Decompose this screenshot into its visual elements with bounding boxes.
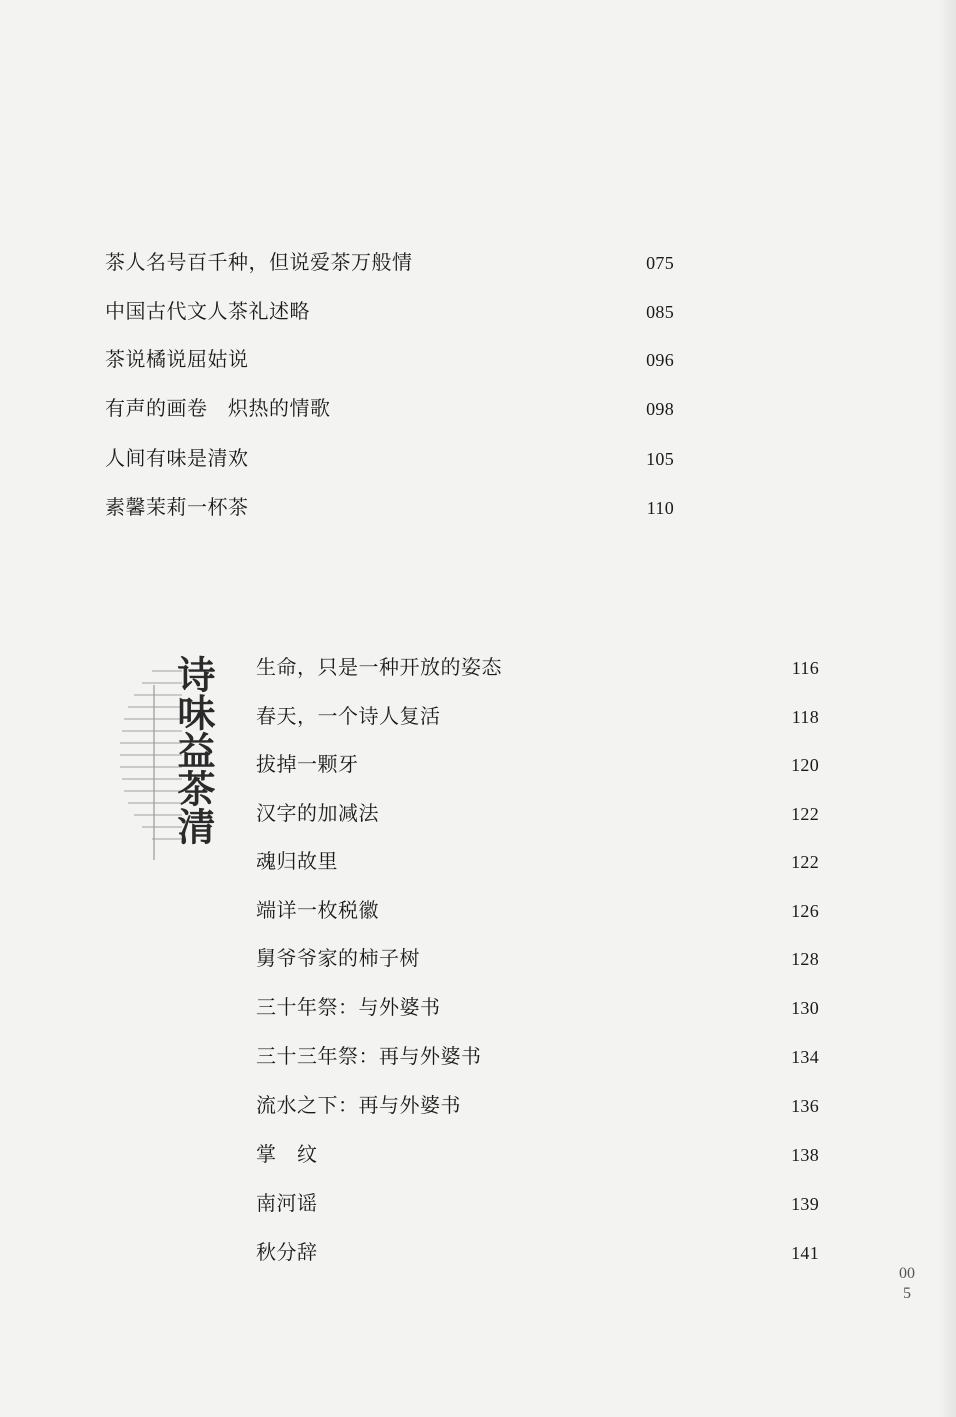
- toc-entry[interactable]: [256, 898, 819, 923]
- toc-entry-title: 三十年祭：与外婆书: [256, 995, 441, 1019]
- toc-entry-title: 三十三年祭：再与外婆书: [256, 1044, 482, 1068]
- toc-entry-title: 拔掉一颗牙: [256, 752, 359, 776]
- toc-entry[interactable]: [105, 396, 674, 421]
- page-edge-shadow: [938, 0, 956, 1417]
- toc-entry-title: 掌 纹: [256, 1142, 318, 1166]
- toc-entry[interactable]: [256, 1093, 819, 1118]
- toc-entry[interactable]: [105, 347, 674, 372]
- toc-entry[interactable]: [256, 849, 819, 874]
- toc-entry[interactable]: [256, 995, 819, 1020]
- toc-entry-page: 128: [791, 949, 819, 969]
- toc-entry-page: 139: [791, 1194, 819, 1214]
- toc-entry-title: 秋分辞: [256, 1240, 318, 1264]
- toc-entry-page: 118: [791, 707, 819, 727]
- page-number: 005: [899, 1265, 915, 1302]
- toc-entry-page: 116: [791, 658, 819, 678]
- toc-entry[interactable]: [256, 704, 819, 729]
- toc-entry-page: 122: [791, 852, 819, 872]
- toc-entry-page: 122: [791, 804, 819, 824]
- toc-entry[interactable]: [105, 446, 674, 471]
- toc-entry[interactable]: [256, 1044, 819, 1069]
- toc-entry-page: 098: [646, 399, 674, 419]
- toc-entry-title: 舅爷爷家的柿子树: [256, 946, 420, 970]
- toc-entry[interactable]: [256, 655, 819, 680]
- toc-entry[interactable]: [256, 752, 819, 777]
- toc-entry-page: 120: [791, 755, 819, 775]
- toc-entry-title: 人间有味是清欢: [105, 446, 249, 470]
- toc-entry-title: 春天，一个诗人复活: [256, 704, 441, 728]
- toc-entry[interactable]: [256, 1191, 819, 1216]
- toc-entry-title: 流水之下：再与外婆书: [256, 1093, 461, 1117]
- toc-entry[interactable]: [105, 495, 674, 520]
- toc-entry[interactable]: [256, 1240, 819, 1265]
- toc-entry-title: 有声的画卷 炽热的情歌: [105, 396, 331, 420]
- toc-entry-title: 端详一枚税徽: [256, 898, 379, 922]
- toc-entry-page: 134: [791, 1047, 819, 1067]
- toc-entry-page: 130: [791, 998, 819, 1018]
- toc-entry[interactable]: [256, 1142, 819, 1167]
- toc-entry-title: 南河谣: [256, 1191, 318, 1215]
- toc-entry-title: 中国古代文人茶礼述略: [105, 299, 310, 323]
- toc-entry-page: 136: [791, 1096, 819, 1116]
- toc-entry-page: 141: [791, 1243, 819, 1263]
- toc-entry-title: 茶人名号百千种，但说爱茶万般情: [105, 250, 413, 274]
- section-heading: 诗味益茶清: [171, 655, 216, 845]
- toc-entry-page: 138: [791, 1145, 819, 1165]
- toc-entry-title: 茶说橘说屈姑说: [105, 347, 249, 371]
- toc-entry-page: 110: [646, 498, 674, 518]
- toc-entry-page: 096: [646, 350, 674, 370]
- toc-entry-page: 085: [646, 302, 674, 322]
- toc-entry-title: 生命，只是一种开放的姿态: [256, 655, 502, 679]
- toc-entry-title: 素馨茉莉一杯茶: [105, 495, 249, 519]
- toc-entry-title: 汉字的加减法: [256, 801, 379, 825]
- toc-entry[interactable]: [256, 801, 819, 826]
- toc-entry-page: 105: [646, 449, 674, 469]
- toc-entry-title: 魂归故里: [256, 849, 338, 873]
- toc-entry[interactable]: [256, 946, 819, 971]
- toc-entry[interactable]: [105, 299, 674, 324]
- toc-entry-page: 126: [791, 901, 819, 921]
- toc-entry[interactable]: [105, 250, 674, 275]
- toc-entry-page: 075: [646, 253, 674, 273]
